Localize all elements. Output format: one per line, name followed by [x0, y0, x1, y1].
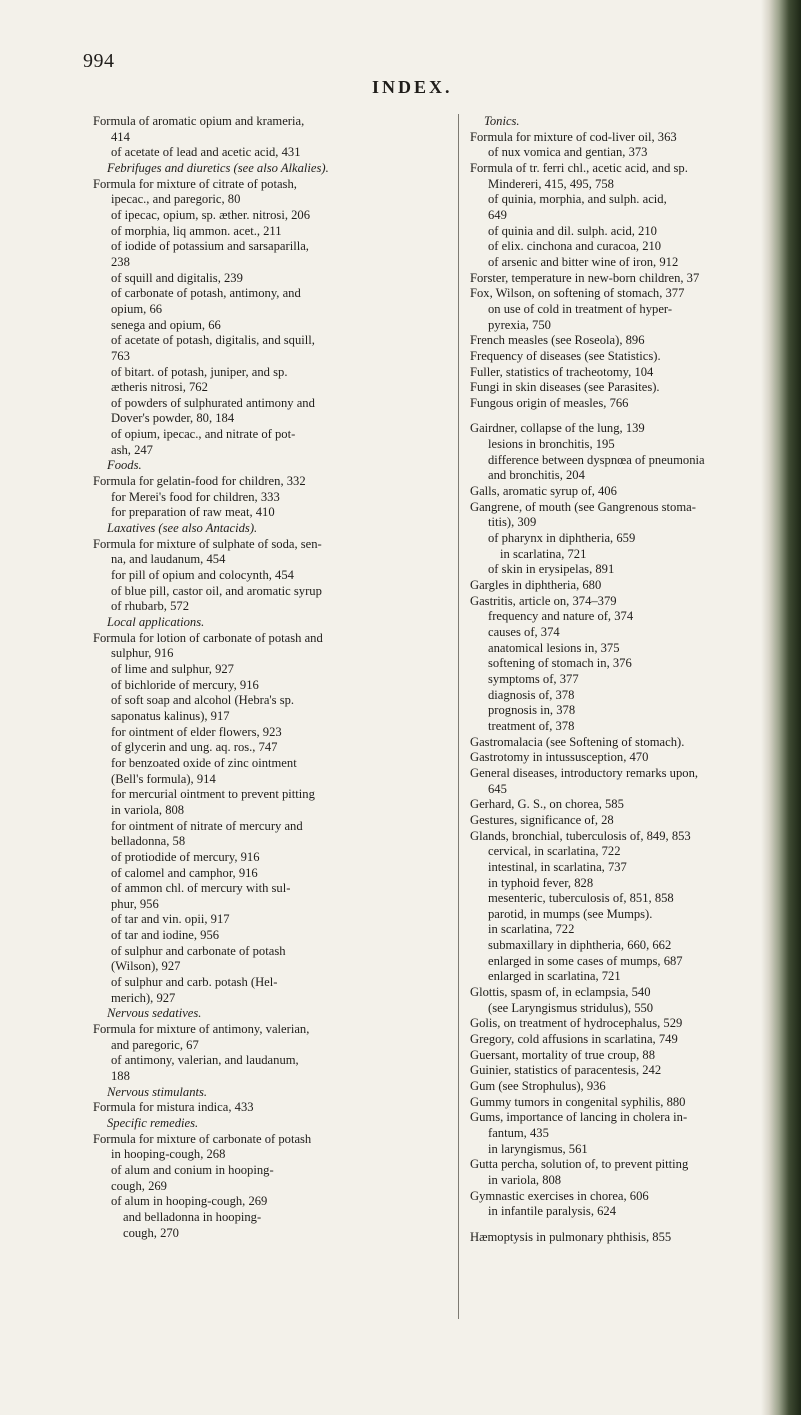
index-entry-line: Gymnastic exercises in chorea, 606: [470, 1188, 649, 1203]
index-entry-line: cough, 269: [111, 1178, 167, 1193]
index-entry-line: Fox, Wilson, on softening of stomach, 377: [470, 286, 685, 301]
index-entry-line: of alum and conium in hooping-: [111, 1162, 274, 1177]
index-entry-line: Glands, bronchial, tuberculosis of, 849, 853: [470, 828, 691, 843]
index-entry-line: Gastritis, article on, 374–379: [470, 593, 617, 608]
index-entry-line: Gastrotomy in intussusception, 470: [470, 750, 649, 765]
index-entry-line: opium, 66: [111, 301, 163, 316]
index-entry-line: Forster, temperature in new-born children, 37: [470, 270, 700, 285]
index-entry-line: of antimony, valerian, and laudanum,: [111, 1053, 299, 1068]
index-entry-line: of bichloride of mercury, 916: [111, 677, 259, 692]
index-entry-line: Dover's powder, 80, 184: [111, 411, 235, 426]
index-entry-line: Febrifuges and diuretics (see also Alkalies).: [107, 160, 329, 175]
index-entry-line: Fuller, statistics of tracheotomy, 104: [470, 364, 654, 379]
index-entry-line: (Bell's formula), 914: [111, 771, 216, 786]
index-entry-line: Galls, aromatic syrup of, 406: [470, 484, 617, 499]
index-entry-line: lesions in bronchitis, 195: [488, 437, 615, 452]
index-entry-line: Gutta percha, solution of, to prevent pitting: [470, 1157, 689, 1172]
index-entry-line: ash, 247: [111, 442, 153, 457]
index-entry-line: 763: [111, 348, 130, 363]
index-entry-line: cervical, in scarlatina, 722: [488, 844, 621, 859]
index-entry-line: French measles (see Roseola), 896: [470, 333, 645, 348]
index-entry-line: of arsenic and bitter wine of iron, 912: [488, 254, 679, 269]
index-entry-line: na, and laudanum, 454: [111, 552, 226, 567]
index-entry-line: mesenteric, tuberculosis of, 851, 858: [488, 891, 674, 906]
index-entry-line: Local applications.: [107, 615, 205, 629]
index-entry-line: for ointment of nitrate of mercury and: [111, 818, 303, 833]
index-entry-line: Gums, importance of lancing in cholera in-: [470, 1110, 688, 1125]
index-entry-line: intestinal, in scarlatina, 737: [488, 859, 627, 874]
index-entry-line: for benzoated oxide of zinc ointment: [111, 755, 297, 770]
page-number: 994: [83, 50, 115, 72]
index-entry-line: 645: [488, 781, 507, 796]
index-entry-line: for ointment of elder flowers, 923: [111, 724, 282, 739]
index-entry-line: fantum, 435: [488, 1126, 549, 1140]
index-entry-line: and paregoric, 67: [111, 1037, 199, 1052]
index-entry-line: Frequency of diseases (see Statistics).: [470, 348, 661, 363]
index-entry-line: of blue pill, castor oil, and aromatic syrup: [111, 583, 322, 598]
index-entry-line: of acetate of potash, digitalis, and squill,: [111, 333, 315, 348]
index-entry-line: of lime and sulphur, 927: [111, 661, 234, 676]
index-entry-line: in scarlatina, 722: [488, 922, 575, 937]
index-entry-line: Gregory, cold affusions in scarlatina, 749: [470, 1032, 678, 1047]
index-entry-line: frequency and nature of, 374: [488, 609, 634, 624]
index-entry-line: Gummy tumors in congenital syphilis, 880: [470, 1094, 686, 1109]
index-entry-line: 188: [111, 1069, 130, 1084]
index-entry-line: Fungous origin of measles, 766: [470, 395, 629, 410]
index-entry-line: Mindereri, 415, 495, 758: [488, 176, 614, 191]
index-entry-line: Gerhard, G. S., on chorea, 585: [470, 797, 624, 812]
index-entry-line: of squill and digitalis, 239: [111, 270, 243, 285]
index-entry-line: Formula for gelatin-food for children, 332: [93, 474, 306, 489]
index-entry-line: of powders of sulphurated antimony and: [111, 395, 315, 410]
index-entry-line: Gangrene, of mouth (see Gangrenous stoma-: [470, 499, 696, 514]
index-entry-line: of nux vomica and gentian, 373: [488, 145, 648, 160]
index-column-right: [470, 114, 775, 1246]
index-entry-line: for mercurial ointment to prevent pitting: [111, 787, 315, 802]
index-entry-line: in laryngismus, 561: [488, 1141, 588, 1156]
index-entry-line: and belladonna in hooping-: [123, 1209, 262, 1224]
index-entry-line: of elix. cinchona and curacoa, 210: [488, 239, 662, 254]
index-entry-line: of tar and vin. opii, 917: [111, 912, 230, 927]
index-entry-line: anatomical lesions in, 375: [488, 640, 620, 655]
index-entry-line: for pill of opium and colocynth, 454: [111, 568, 294, 583]
index-entry-line: Formula for mistura indica, 433: [93, 1100, 254, 1115]
index-entry-line: cough, 270: [123, 1225, 179, 1240]
index-entry-line: ipecac., and paregoric, 80: [111, 192, 241, 207]
index-entry-line: Gairdner, collapse of the lung, 139: [470, 421, 645, 436]
index-entry-line: pyrexia, 750: [488, 317, 551, 332]
index-entry-line: Formula for mixture of carbonate of potash: [93, 1131, 312, 1146]
index-entry-line: enlarged in some cases of mumps, 687: [488, 953, 683, 968]
index-entry-line: Formula for lotion of carbonate of potash and: [93, 630, 323, 645]
index-entry-line: Formula for mixture of antimony, valerian,: [93, 1022, 310, 1037]
index-entry-line: of opium, ipecac., and nitrate of pot-: [111, 427, 296, 442]
index-entry-line: of bitart. of potash, juniper, and sp.: [111, 364, 288, 379]
index-entry-line: enlarged in scarlatina, 721: [488, 969, 621, 984]
index-entry-line: Formula of tr. ferri chl., acetic acid, and sp.: [470, 160, 688, 175]
index-entry-line: 649: [488, 207, 507, 222]
index-entry-line: Specific remedies.: [107, 1116, 199, 1130]
index-entry-line: in hooping-cough, 268: [111, 1147, 226, 1162]
index-entry-line: and bronchitis, 204: [488, 468, 585, 483]
index-entry-line: of rhubarb, 572: [111, 599, 189, 614]
index-entry-line: of ammon chl. of mercury with sul-: [111, 881, 291, 896]
index-entry-line: of tar and iodine, 956: [111, 928, 220, 943]
index-entry-line: Guinier, statistics of paracentesis, 242: [470, 1063, 662, 1078]
index-entry-line: titis), 309: [488, 515, 537, 530]
index-entry-line: saponatus kalinus), 917: [111, 708, 230, 723]
index-entry-line: parotid, in mumps (see Mumps).: [488, 906, 653, 921]
index-entry-line: Gastromalacia (see Softening of stomach).: [470, 734, 685, 749]
index-entry-line: Foods.: [107, 458, 142, 473]
index-entry-line: of alum in hooping-cough, 269: [111, 1194, 268, 1209]
index-entry-line: of sulphur and carb. potash (Hel-: [111, 975, 278, 990]
index-entry-line: Formula for mixture of cod-liver oil, 363: [470, 129, 677, 144]
page-edge-shadow: [761, 0, 801, 1415]
index-entry-line: of calomel and camphor, 916: [111, 865, 258, 880]
index-entry-line: Laxatives (see also Antacids).: [107, 521, 258, 536]
index-entry-line: Hæmoptysis in pulmonary phthisis, 855: [470, 1229, 672, 1244]
running-head: INDEX.: [372, 77, 453, 97]
index-entry-line: (see Laryngismus stridulus), 550: [488, 1000, 654, 1015]
index-entry-line: of ipecac, opium, sp. æther. nitrosi, 206: [111, 207, 311, 222]
index-entry-line: Tonics.: [484, 114, 520, 128]
index-entry-line: Golis, on treatment of hydrocephalus, 529: [470, 1016, 683, 1031]
index-entry-line: 238: [111, 254, 130, 269]
index-entry-line: in infantile paralysis, 624: [488, 1204, 617, 1219]
index-entry-line: treatment of, 378: [488, 718, 575, 733]
index-entry-line: causes of, 374: [488, 625, 560, 639]
index-entry-line: of carbonate of potash, antimony, and: [111, 286, 301, 301]
index-entry-line: of iodide of potassium and sarsaparilla,: [111, 239, 309, 254]
index-entry-line: Formula for mixture of sulphate of soda, sen-: [93, 536, 322, 551]
index-entry-line: in scarlatina, 721: [500, 546, 587, 561]
index-entry-line: difference between dyspnœa of pneumonia: [488, 452, 705, 467]
index-entry-line: Guersant, mortality of true croup, 88: [470, 1047, 656, 1062]
index-column-left: [93, 114, 433, 1241]
index-entry-line: symptoms of, 377: [488, 671, 579, 686]
index-entry-line: Fungi in skin diseases (see Parasites).: [470, 380, 660, 395]
index-entry-line: Formula for mixture of citrate of potash,: [93, 176, 297, 191]
index-entry-line: Nervous stimulants.: [107, 1084, 208, 1099]
index-entry-line: sulphur, 916: [111, 646, 174, 661]
index-entry-line: Nervous sedatives.: [107, 1006, 202, 1021]
index-entry-line: Gestures, significance of, 28: [470, 812, 614, 827]
index-entry-line: prognosis in, 378: [488, 703, 576, 718]
index-entry-line: (Wilson), 927: [111, 959, 181, 974]
index-entry-line: of sulphur and carbonate of potash: [111, 943, 286, 958]
index-entry-line: Gum (see Strophulus), 936: [470, 1079, 606, 1094]
index-entry-line: diagnosis of, 378: [488, 687, 575, 702]
index-entry-line: Glottis, spasm of, in eclampsia, 540: [470, 985, 651, 1000]
index-entry-line: of quinia and dil. sulph. acid, 210: [488, 223, 657, 238]
index-entry-line: for preparation of raw meat, 410: [111, 505, 275, 520]
index-entry-line: senega and opium, 66: [111, 317, 221, 332]
index-entry-line: of quinia, morphia, and sulph. acid,: [488, 192, 667, 207]
index-entry-line: of glycerin and ung. aq. ros., 747: [111, 740, 278, 755]
index-entry-line: Gargles in diphtheria, 680: [470, 578, 602, 593]
index-entry-line: for Merei's food for children, 333: [111, 489, 280, 504]
index-entry-line: of skin in erysipelas, 891: [488, 562, 615, 577]
index-entry-line: phur, 956: [111, 896, 159, 911]
index-entry-line: in variola, 808: [111, 802, 185, 817]
column-divider: [458, 114, 459, 1319]
index-entry-line: of protiodide of mercury, 916: [111, 849, 260, 864]
index-entry-line: belladonna, 58: [111, 834, 186, 849]
index-entry-line: in variola, 808: [488, 1172, 562, 1187]
index-entry-line: of morphia, liq ammon. acet., 211: [111, 223, 282, 238]
index-entry-line: ætheris nitrosi, 762: [111, 380, 208, 395]
index-entry-line: of soft soap and alcohol (Hebra's sp.: [111, 693, 295, 708]
index-entry-line: 414: [111, 129, 130, 144]
index-entry-line: of pharynx in diphtheria, 659: [488, 531, 636, 546]
index-entry-line: softening of stomach in, 376: [488, 656, 632, 671]
index-entry-line: on use of cold in treatment of hyper-: [488, 301, 673, 316]
index-entry-line: Formula of aromatic opium and krameria,: [93, 114, 305, 128]
index-entry-line: merich), 927: [111, 990, 176, 1005]
index-entry-line: in typhoid fever, 828: [488, 875, 594, 890]
index-entry-line: of acetate of lead and acetic acid, 431: [111, 145, 301, 160]
index-entry-line: submaxillary in diphtheria, 660, 662: [488, 938, 672, 953]
index-entry-line: General diseases, introductory remarks upon,: [470, 765, 699, 780]
